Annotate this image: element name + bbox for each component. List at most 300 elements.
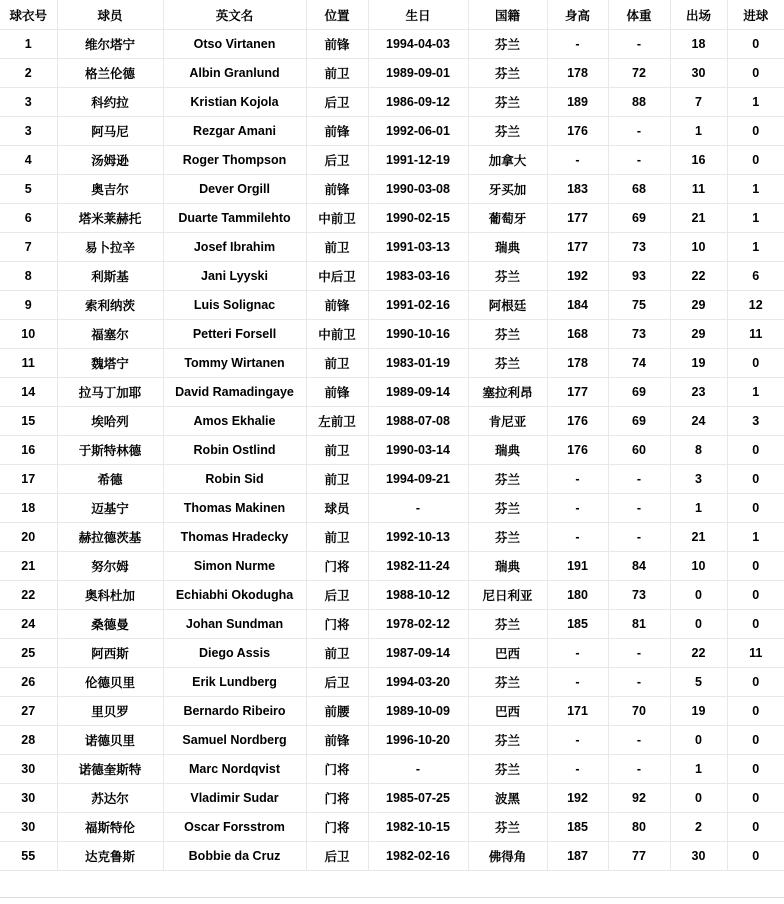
cell-nationality: 芬兰 [468, 320, 547, 349]
table-row [0, 610, 784, 639]
cell-goals: 0 [727, 465, 784, 494]
cell-position: 后卫 [306, 668, 368, 697]
cell-goals: 0 [727, 842, 784, 871]
table-row [0, 59, 784, 88]
cell-birthday: 1991-12-19 [368, 146, 468, 175]
table-row [0, 146, 784, 175]
cell-name_en: Tommy Wirtanen [163, 349, 306, 378]
cell-birthday: 1988-07-08 [368, 407, 468, 436]
cell-goals: 0 [727, 668, 784, 697]
cell-goals: 0 [727, 784, 784, 813]
table-row [0, 842, 784, 871]
cell-weight: - [608, 465, 670, 494]
cell-birthday: 1990-02-15 [368, 204, 468, 233]
cell-nationality: 尼日利亚 [468, 581, 547, 610]
cell-birthday: 1996-10-20 [368, 726, 468, 755]
cell-name_en: Thomas Makinen [163, 494, 306, 523]
cell-appearances: 18 [670, 30, 727, 59]
cell-nationality: 芬兰 [468, 755, 547, 784]
cell-position: 前锋 [306, 291, 368, 320]
cell-appearances: 1 [670, 117, 727, 146]
cell-name_en: Roger Thompson [163, 146, 306, 175]
footer-row [0, 871, 784, 898]
cell-player_cn: 于斯特林德 [57, 436, 163, 465]
cell-weight: 93 [608, 262, 670, 291]
cell-weight: 60 [608, 436, 670, 465]
cell-height: 171 [547, 697, 608, 726]
cell-name_en: Jani Lyyski [163, 262, 306, 291]
cell-player_cn: 格兰伦德 [57, 59, 163, 88]
cell-nationality: 肯尼亚 [468, 407, 547, 436]
cell-position: 前卫 [306, 349, 368, 378]
cell-name_en: Vladimir Sudar [163, 784, 306, 813]
cell-birthday: 1982-02-16 [368, 842, 468, 871]
cell-player_cn: 努尔姆 [57, 552, 163, 581]
cell-nationality: 佛得角 [468, 842, 547, 871]
cell-nationality: 瑞典 [468, 233, 547, 262]
cell-weight: - [608, 523, 670, 552]
cell-jersey_number: 24 [0, 610, 57, 639]
column-header-name_en: 英文名 [163, 0, 306, 30]
table-row [0, 726, 784, 755]
cell-name_en: Robin Sid [163, 465, 306, 494]
cell-name_en: Echiabhi Okodugha [163, 581, 306, 610]
cell-height: 189 [547, 88, 608, 117]
cell-position: 后卫 [306, 581, 368, 610]
cell-name_en: Dever Orgill [163, 175, 306, 204]
cell-height: - [547, 668, 608, 697]
cell-player_cn: 埃哈列 [57, 407, 163, 436]
cell-nationality: 阿根廷 [468, 291, 547, 320]
table-row [0, 378, 784, 407]
cell-goals: 0 [727, 552, 784, 581]
cell-jersey_number: 15 [0, 407, 57, 436]
cell-goals: 1 [727, 175, 784, 204]
cell-jersey_number: 28 [0, 726, 57, 755]
cell-weight: 69 [608, 378, 670, 407]
table-row [0, 175, 784, 204]
cell-goals: 1 [727, 204, 784, 233]
cell-birthday: 1983-03-16 [368, 262, 468, 291]
cell-name_en: Luis Solignac [163, 291, 306, 320]
cell-position: 前锋 [306, 378, 368, 407]
cell-weight: - [608, 755, 670, 784]
table-row [0, 813, 784, 842]
cell-birthday: 1982-10-15 [368, 813, 468, 842]
cell-position: 前卫 [306, 465, 368, 494]
cell-birthday: 1990-10-16 [368, 320, 468, 349]
cell-birthday: 1994-04-03 [368, 30, 468, 59]
column-header-appearances: 出场 [670, 0, 727, 30]
cell-name_en: Erik Lundberg [163, 668, 306, 697]
cell-player_cn: 诺德奎斯特 [57, 755, 163, 784]
column-header-weight: 体重 [608, 0, 670, 30]
cell-player_cn: 汤姆逊 [57, 146, 163, 175]
cell-birthday: 1992-06-01 [368, 117, 468, 146]
cell-height: 177 [547, 233, 608, 262]
table-row [0, 494, 784, 523]
cell-birthday: 1988-10-12 [368, 581, 468, 610]
cell-weight: - [608, 30, 670, 59]
cell-nationality: 芬兰 [468, 59, 547, 88]
cell-position: 球员 [306, 494, 368, 523]
cell-name_en: Thomas Hradecky [163, 523, 306, 552]
cell-jersey_number: 11 [0, 349, 57, 378]
cell-nationality: 塞拉利昂 [468, 378, 547, 407]
cell-appearances: 7 [670, 88, 727, 117]
column-header-jersey_number: 球衣号 [0, 0, 57, 30]
cell-player_cn: 福塞尔 [57, 320, 163, 349]
cell-goals: 0 [727, 494, 784, 523]
cell-weight: 73 [608, 320, 670, 349]
table-row [0, 88, 784, 117]
cell-goals: 1 [727, 523, 784, 552]
cell-nationality: 芬兰 [468, 494, 547, 523]
table-row [0, 697, 784, 726]
cell-weight: 72 [608, 59, 670, 88]
cell-player_cn: 诺德贝里 [57, 726, 163, 755]
cell-player_cn: 利斯基 [57, 262, 163, 291]
column-header-position: 位置 [306, 0, 368, 30]
cell-goals: 0 [727, 146, 784, 175]
cell-nationality: 芬兰 [468, 262, 547, 291]
cell-jersey_number: 20 [0, 523, 57, 552]
cell-appearances: 2 [670, 813, 727, 842]
column-header-goals: 进球 [727, 0, 784, 30]
cell-jersey_number: 18 [0, 494, 57, 523]
cell-weight: 88 [608, 88, 670, 117]
cell-nationality: 芬兰 [468, 726, 547, 755]
cell-goals: 0 [727, 813, 784, 842]
cell-appearances: 11 [670, 175, 727, 204]
cell-player_cn: 阿马尼 [57, 117, 163, 146]
cell-position: 前锋 [306, 175, 368, 204]
cell-player_cn: 迈基宁 [57, 494, 163, 523]
cell-height: - [547, 639, 608, 668]
cell-position: 后卫 [306, 88, 368, 117]
cell-name_en: Kristian Kojola [163, 88, 306, 117]
cell-weight: 69 [608, 407, 670, 436]
cell-jersey_number: 4 [0, 146, 57, 175]
cell-jersey_number: 30 [0, 813, 57, 842]
cell-nationality: 芬兰 [468, 523, 547, 552]
table-row [0, 262, 784, 291]
cell-position: 前卫 [306, 523, 368, 552]
cell-goals: 0 [727, 117, 784, 146]
cell-goals: 1 [727, 233, 784, 262]
cell-jersey_number: 14 [0, 378, 57, 407]
cell-goals: 0 [727, 59, 784, 88]
cell-height: 176 [547, 117, 608, 146]
cell-birthday: 1987-09-14 [368, 639, 468, 668]
cell-jersey_number: 25 [0, 639, 57, 668]
cell-name_en: Petteri Forsell [163, 320, 306, 349]
cell-weight: 74 [608, 349, 670, 378]
cell-position: 前锋 [306, 30, 368, 59]
cell-birthday: 1989-09-01 [368, 59, 468, 88]
cell-height: 192 [547, 784, 608, 813]
cell-height: 191 [547, 552, 608, 581]
table-row [0, 320, 784, 349]
cell-birthday: 1978-02-12 [368, 610, 468, 639]
cell-appearances: 0 [670, 610, 727, 639]
cell-player_cn: 福斯特伦 [57, 813, 163, 842]
cell-weight: 73 [608, 581, 670, 610]
cell-player_cn: 苏达尔 [57, 784, 163, 813]
table-row [0, 552, 784, 581]
cell-jersey_number: 7 [0, 233, 57, 262]
cell-nationality: 波黑 [468, 784, 547, 813]
cell-height: 177 [547, 204, 608, 233]
table-row [0, 436, 784, 465]
cell-position: 门将 [306, 610, 368, 639]
cell-jersey_number: 17 [0, 465, 57, 494]
cell-weight: 68 [608, 175, 670, 204]
cell-jersey_number: 3 [0, 117, 57, 146]
cell-player_cn: 桑德曼 [57, 610, 163, 639]
cell-nationality: 芬兰 [468, 117, 547, 146]
cell-player_cn: 奥吉尔 [57, 175, 163, 204]
table-row [0, 581, 784, 610]
cell-goals: 12 [727, 291, 784, 320]
cell-goals: 1 [727, 88, 784, 117]
cell-height: 184 [547, 291, 608, 320]
cell-name_en: Bernardo Ribeiro [163, 697, 306, 726]
cell-jersey_number: 8 [0, 262, 57, 291]
cell-weight: 75 [608, 291, 670, 320]
cell-nationality: 芬兰 [468, 30, 547, 59]
cell-height: - [547, 726, 608, 755]
cell-player_cn: 奥科杜加 [57, 581, 163, 610]
cell-jersey_number: 55 [0, 842, 57, 871]
cell-position: 门将 [306, 755, 368, 784]
cell-goals: 0 [727, 30, 784, 59]
cell-height: 185 [547, 610, 608, 639]
cell-height: 187 [547, 842, 608, 871]
cell-height: 185 [547, 813, 608, 842]
table-row [0, 465, 784, 494]
cell-nationality: 芬兰 [468, 610, 547, 639]
table-row [0, 117, 784, 146]
cell-name_en: David Ramadingaye [163, 378, 306, 407]
table-row [0, 755, 784, 784]
cell-birthday: 1990-03-08 [368, 175, 468, 204]
cell-birthday: - [368, 755, 468, 784]
cell-appearances: 29 [670, 320, 727, 349]
cell-nationality: 葡萄牙 [468, 204, 547, 233]
cell-goals: 1 [727, 378, 784, 407]
cell-birthday: 1994-03-20 [368, 668, 468, 697]
cell-birthday: 1991-02-16 [368, 291, 468, 320]
cell-goals: 0 [727, 581, 784, 610]
cell-appearances: 23 [670, 378, 727, 407]
cell-jersey_number: 22 [0, 581, 57, 610]
cell-position: 后卫 [306, 842, 368, 871]
table-row [0, 784, 784, 813]
table-row [0, 668, 784, 697]
cell-appearances: 0 [670, 726, 727, 755]
cell-appearances: 8 [670, 436, 727, 465]
cell-jersey_number: 10 [0, 320, 57, 349]
cell-appearances: 10 [670, 552, 727, 581]
cell-jersey_number: 3 [0, 88, 57, 117]
cell-appearances: 3 [670, 465, 727, 494]
cell-player_cn: 阿西斯 [57, 639, 163, 668]
cell-jersey_number: 2 [0, 59, 57, 88]
cell-birthday: 1983-01-19 [368, 349, 468, 378]
cell-birthday: 1985-07-25 [368, 784, 468, 813]
cell-goals: 0 [727, 610, 784, 639]
cell-position: 前锋 [306, 726, 368, 755]
cell-player_cn: 希德 [57, 465, 163, 494]
cell-position: 前卫 [306, 233, 368, 262]
cell-player_cn: 拉马丁加耶 [57, 378, 163, 407]
cell-weight: 92 [608, 784, 670, 813]
column-header-player_cn: 球员 [57, 0, 163, 30]
column-header-birthday: 生日 [368, 0, 468, 30]
cell-goals: 11 [727, 320, 784, 349]
column-header-nationality: 国籍 [468, 0, 547, 30]
cell-height: - [547, 755, 608, 784]
cell-appearances: 19 [670, 697, 727, 726]
cell-weight: - [608, 494, 670, 523]
cell-jersey_number: 1 [0, 30, 57, 59]
cell-appearances: 0 [670, 784, 727, 813]
cell-birthday: 1994-09-21 [368, 465, 468, 494]
cell-jersey_number: 9 [0, 291, 57, 320]
cell-height: - [547, 30, 608, 59]
cell-birthday: 1991-03-13 [368, 233, 468, 262]
cell-name_en: Oscar Forsstrom [163, 813, 306, 842]
cell-name_en: Amos Ekhalie [163, 407, 306, 436]
cell-birthday: 1992-10-13 [368, 523, 468, 552]
cell-weight: 80 [608, 813, 670, 842]
cell-appearances: 0 [670, 581, 727, 610]
cell-height: 192 [547, 262, 608, 291]
cell-birthday: 1990-03-14 [368, 436, 468, 465]
cell-height: 168 [547, 320, 608, 349]
cell-height: 176 [547, 407, 608, 436]
cell-appearances: 16 [670, 146, 727, 175]
cell-jersey_number: 5 [0, 175, 57, 204]
cell-position: 前锋 [306, 117, 368, 146]
cell-nationality: 牙买加 [468, 175, 547, 204]
column-header-height: 身高 [547, 0, 608, 30]
cell-appearances: 1 [670, 755, 727, 784]
cell-weight: 70 [608, 697, 670, 726]
cell-nationality: 芬兰 [468, 465, 547, 494]
cell-appearances: 21 [670, 523, 727, 552]
cell-nationality: 巴西 [468, 639, 547, 668]
cell-name_en: Josef Ibrahim [163, 233, 306, 262]
cell-birthday: 1986-09-12 [368, 88, 468, 117]
cell-player_cn: 易卜拉辛 [57, 233, 163, 262]
cell-weight: - [608, 639, 670, 668]
cell-height: 180 [547, 581, 608, 610]
cell-appearances: 21 [670, 204, 727, 233]
cell-appearances: 22 [670, 639, 727, 668]
cell-name_en: Duarte Tammilehto [163, 204, 306, 233]
cell-appearances: 19 [670, 349, 727, 378]
table-row [0, 523, 784, 552]
cell-name_en: Otso Virtanen [163, 30, 306, 59]
cell-player_cn: 塔米莱赫托 [57, 204, 163, 233]
cell-name_en: Albin Granlund [163, 59, 306, 88]
cell-appearances: 5 [670, 668, 727, 697]
cell-player_cn: 达克鲁斯 [57, 842, 163, 871]
table-row [0, 30, 784, 59]
header-row [0, 0, 784, 30]
cell-weight: - [608, 726, 670, 755]
cell-goals: 11 [727, 639, 784, 668]
cell-height: - [547, 523, 608, 552]
cell-height: - [547, 465, 608, 494]
cell-position: 中前卫 [306, 204, 368, 233]
cell-position: 门将 [306, 813, 368, 842]
footer-empty-cell [0, 871, 784, 898]
cell-height: - [547, 146, 608, 175]
cell-position: 前卫 [306, 436, 368, 465]
cell-position: 中后卫 [306, 262, 368, 291]
cell-player_cn: 索利纳茨 [57, 291, 163, 320]
cell-birthday: - [368, 494, 468, 523]
cell-height: 178 [547, 59, 608, 88]
cell-player_cn: 维尔塔宁 [57, 30, 163, 59]
cell-weight: - [608, 668, 670, 697]
cell-jersey_number: 26 [0, 668, 57, 697]
cell-position: 门将 [306, 784, 368, 813]
cell-nationality: 加拿大 [468, 146, 547, 175]
cell-height: - [547, 494, 608, 523]
cell-nationality: 芬兰 [468, 668, 547, 697]
cell-nationality: 芬兰 [468, 813, 547, 842]
cell-appearances: 29 [670, 291, 727, 320]
table-body [0, 30, 784, 871]
cell-nationality: 瑞典 [468, 552, 547, 581]
cell-position: 前腰 [306, 697, 368, 726]
cell-goals: 0 [727, 349, 784, 378]
cell-goals: 0 [727, 697, 784, 726]
cell-weight: 73 [608, 233, 670, 262]
cell-jersey_number: 27 [0, 697, 57, 726]
table-row [0, 291, 784, 320]
cell-height: 183 [547, 175, 608, 204]
table-row [0, 349, 784, 378]
cell-player_cn: 伦德贝里 [57, 668, 163, 697]
cell-birthday: 1982-11-24 [368, 552, 468, 581]
cell-name_en: Bobbie da Cruz [163, 842, 306, 871]
cell-appearances: 30 [670, 842, 727, 871]
table-row [0, 639, 784, 668]
cell-jersey_number: 30 [0, 755, 57, 784]
cell-position: 左前卫 [306, 407, 368, 436]
cell-appearances: 22 [670, 262, 727, 291]
cell-weight: 69 [608, 204, 670, 233]
cell-nationality: 瑞典 [468, 436, 547, 465]
cell-appearances: 10 [670, 233, 727, 262]
cell-player_cn: 里贝罗 [57, 697, 163, 726]
cell-weight: - [608, 146, 670, 175]
cell-nationality: 芬兰 [468, 349, 547, 378]
cell-goals: 3 [727, 407, 784, 436]
cell-position: 前卫 [306, 59, 368, 88]
cell-weight: 84 [608, 552, 670, 581]
cell-height: 178 [547, 349, 608, 378]
cell-goals: 0 [727, 436, 784, 465]
cell-weight: - [608, 117, 670, 146]
table-row [0, 407, 784, 436]
table-row [0, 204, 784, 233]
